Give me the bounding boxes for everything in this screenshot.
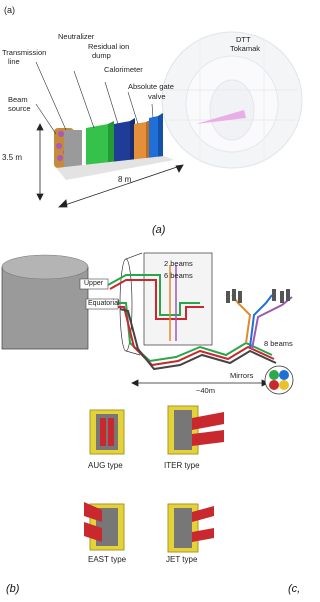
label-calorimeter: Calorimeter: [104, 65, 143, 74]
label-transmission-1: Transmission: [2, 48, 47, 57]
caption-c: (c,: [288, 583, 301, 595]
label-gate-valve-2: valve: [148, 92, 166, 101]
injector-stubs: [226, 289, 290, 303]
east-duct-shape: [84, 502, 124, 550]
label-neutralizer: Neutralizer: [58, 32, 95, 41]
label-height: 3.5 m: [2, 153, 23, 162]
iter-duct-shape: [168, 406, 224, 454]
label-2-beams: 2 beams: [164, 259, 193, 268]
mirrors-circle: [265, 366, 293, 394]
label-residual-ion: Residual ion: [88, 42, 130, 51]
transmission-layout-diagram: [0, 245, 310, 395]
label-distance: ~40m: [196, 386, 215, 395]
gate-valve-shape: [149, 116, 158, 162]
label-equatorial: Equatorial: [88, 300, 120, 307]
label-beam-2: source: [8, 104, 31, 113]
label-length: 8 m: [118, 175, 132, 184]
tokamak-tank: [2, 255, 88, 349]
aug-duct-shape: [90, 410, 124, 454]
label-upper: Upper: [84, 280, 104, 287]
label-beam-1: Beam: [8, 95, 28, 104]
jet-duct-shape: [168, 504, 214, 552]
label-east-type: EAST type: [88, 555, 127, 564]
label-iter-type: ITER type: [164, 461, 200, 470]
label-dtt: DTT: [236, 35, 251, 44]
caption-b: (b): [6, 583, 20, 595]
duct-types-illustration: [80, 400, 240, 580]
label-dump: dump: [92, 51, 111, 60]
nbi-illustration: [0, 0, 310, 225]
label-jet-type: JET type: [166, 555, 198, 564]
label-gate-valve-1: Absolute gate: [128, 82, 174, 91]
label-transmission-2: line: [8, 57, 20, 66]
label-6-beams: 6 beams: [164, 271, 193, 280]
label-aug-type: AUG type: [88, 461, 123, 470]
label-mirrors: Mirrors: [230, 371, 254, 380]
panel-a-tag: (a): [4, 5, 15, 15]
caption-a: (a): [152, 224, 166, 236]
label-tokamak: Tokamak: [230, 44, 261, 53]
calorimeter-shape: [134, 122, 146, 162]
label-8-beams: 8 beams: [264, 339, 293, 348]
